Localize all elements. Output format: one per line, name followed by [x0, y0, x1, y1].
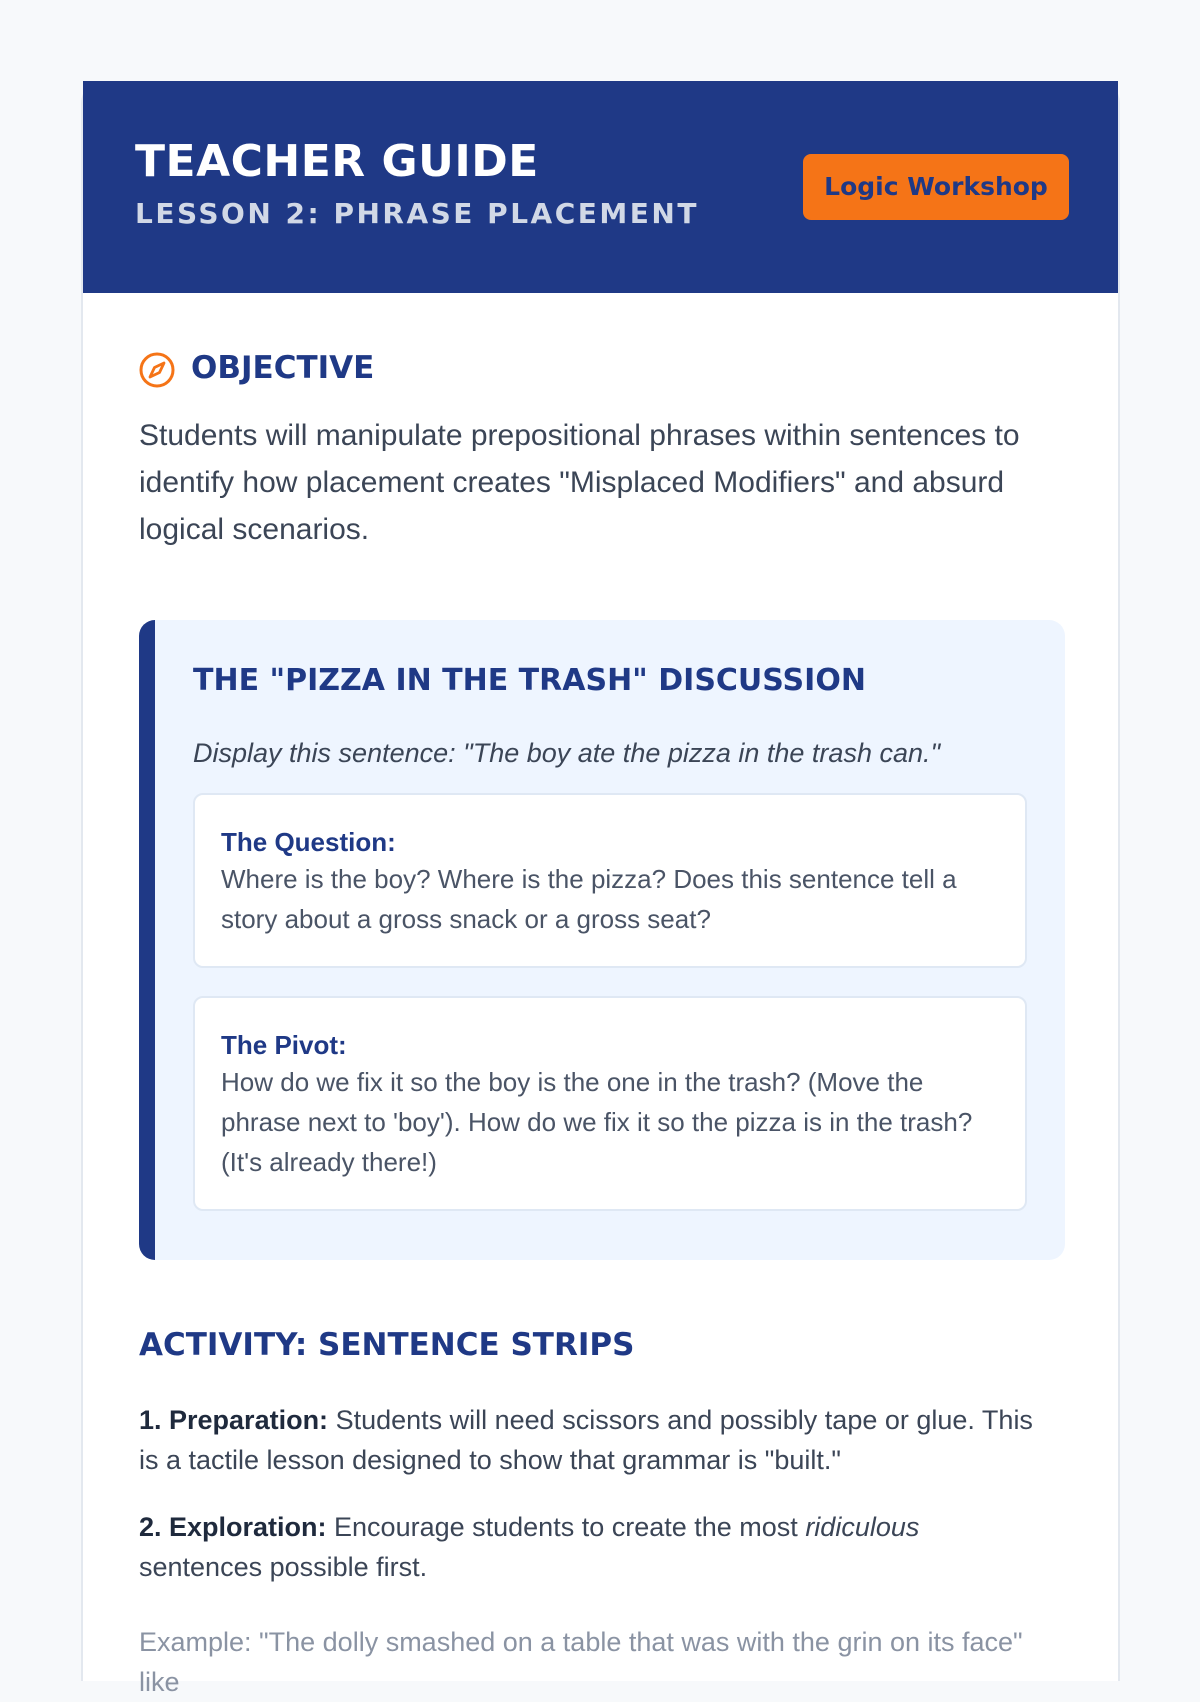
step-preparation: [139, 1400, 1039, 1480]
question-box: [193, 793, 1027, 968]
step-2-emphasis: ridiculous: [805, 1512, 920, 1542]
pivot-label: The Pivot:: [221, 1030, 347, 1060]
teacher-guide-card: [81, 81, 1120, 1697]
objective-heading: OBJECTIVE: [191, 350, 375, 386]
step-2-text-b: sentences possible first.: [139, 1552, 428, 1582]
display-sentence: Display this sentence: "The boy ate the pizza in the trash can.": [193, 738, 941, 768]
question-label: The Question:: [221, 827, 396, 857]
guide-header: [83, 81, 1118, 293]
pivot-box: [193, 996, 1027, 1211]
logic-workshop-badge[interactable]: Logic Workshop: [803, 154, 1069, 220]
step-1-label: 1. Preparation:: [139, 1405, 329, 1435]
question-text: Where is the boy? Where is the pizza? Does this sentence tell a story about a gross snack or a gross seat?: [221, 864, 957, 934]
pivot-text: How do we fix it so the boy is the one in the trash? (Move the phrase next to 'boy'). How do we fix it so the pizza is in the trash? (It's already there!): [221, 1067, 973, 1177]
discussion-heading: THE "PIZZA IN THE TRASH" DISCUSSION: [193, 663, 866, 698]
step-exploration: [139, 1507, 1039, 1587]
guide-title: TEACHER GUIDE: [135, 136, 539, 187]
compass-icon: [138, 351, 176, 389]
activity-heading: ACTIVITY: SENTENCE STRIPS: [139, 1327, 635, 1363]
step-2-text-a: Encourage students to create the most: [326, 1512, 806, 1542]
step-example-partial: Example: "The dolly smashed on a table that was with the grin on its face" like: [139, 1627, 1023, 1697]
pizza-discussion-callout: [139, 620, 1065, 1260]
objective-text: Students will manipulate prepositional phrases within sentences to identify how placement creates "Misplaced Modifiers" and absurd logical scenarios.: [139, 419, 1020, 546]
step-1-text: Students will need scissors and possibly tape or glue. This is a tactile lesson designed to show that grammar is "built.": [139, 1405, 1033, 1475]
lesson-subtitle: LESSON 2: PHRASE PLACEMENT: [135, 197, 699, 230]
step-2-label: 2. Exploration:: [139, 1512, 327, 1542]
